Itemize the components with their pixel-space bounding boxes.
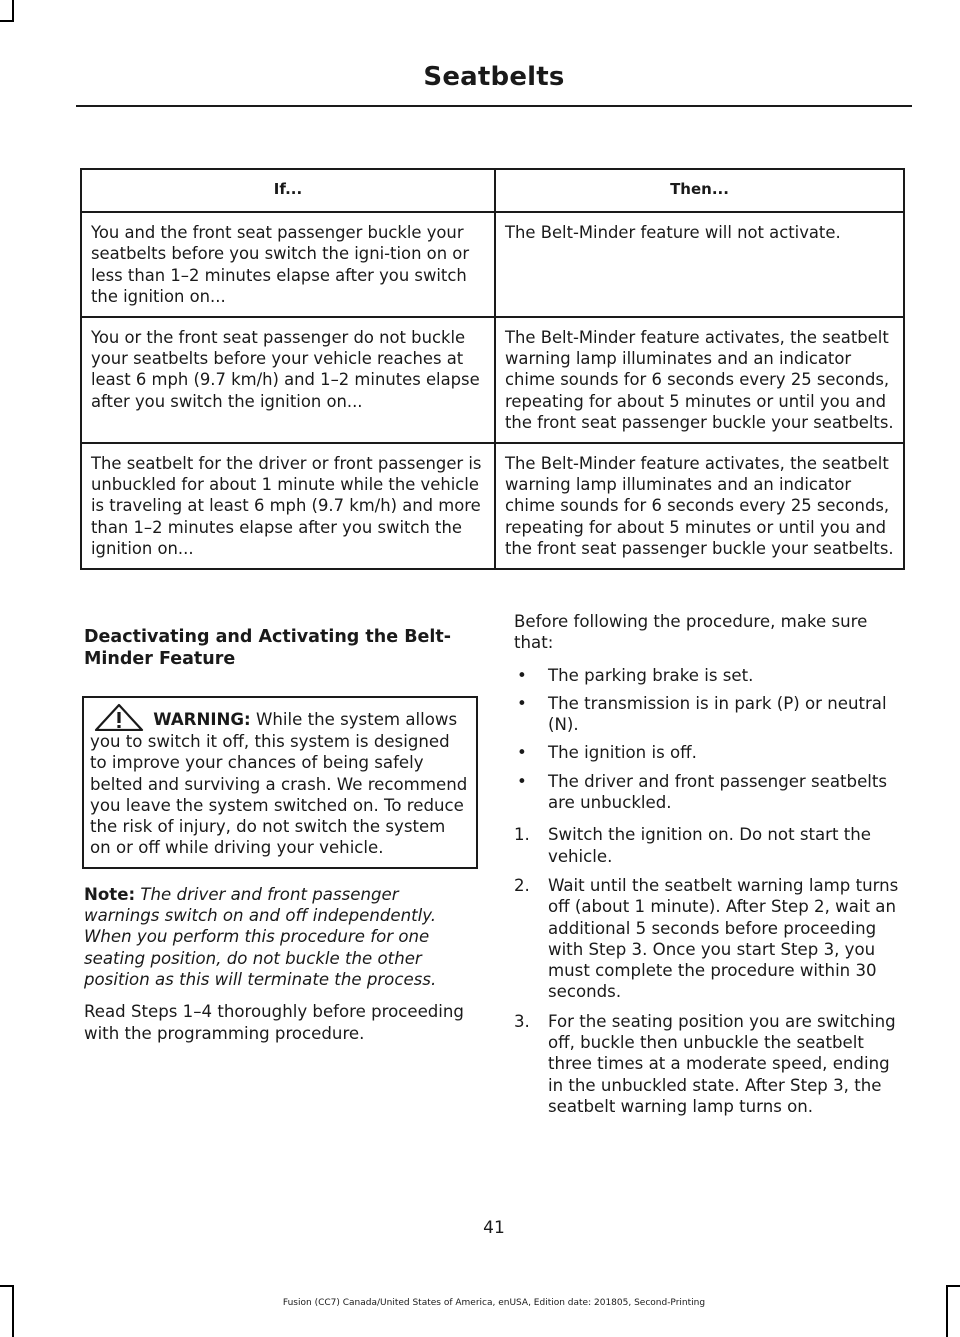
table-row xyxy=(81,317,904,443)
step-number: 3. xyxy=(514,1011,530,1031)
table-cell-then: The Belt-Minder feature will not activate. xyxy=(495,212,904,317)
warning-box xyxy=(82,696,478,869)
section-heading: Deactivating and Activating the Belt-Minder Feature xyxy=(84,627,452,669)
table-cell-then: The Belt-Minder feature activates, the seatbelt warning lamp illuminates and an indicator chime sounds for 6 seconds every 25 seconds, repeating for about 5 minutes or until you and the front seat passenger buckle your seatbelts. xyxy=(495,317,904,443)
page-number: 41 xyxy=(483,1218,505,1238)
step-item xyxy=(514,1011,910,1117)
belt-minder-table xyxy=(80,168,905,570)
step-number: 2. xyxy=(514,875,530,895)
list-item: • The ignition is off. xyxy=(514,742,910,763)
column-header-if: If... xyxy=(81,169,495,212)
procedure-intro: Before following the procedure, make sure that: xyxy=(514,612,868,653)
table-cell-if: The seatbelt for the driver or front passenger is unbuckled for about 1 minute while the vehicle is traveling at least 6 mph (9.7 km/h) and more than 1–2 minutes elapse after you switch the ignition on... xyxy=(81,443,495,569)
step-text: Wait until the seatbelt warning lamp turns off (about 1 minute). After Step 2, wait an additional 5 seconds before proceeding with Step 3. Once you start Step 3, you must complete the procedure within 30 seconds. xyxy=(548,875,899,1002)
edition-footer: Fusion (CC7) Canada/United States of America, enUSA, Edition date: 201805, Second-Printing xyxy=(282,1298,706,1308)
list-item: • The parking brake is set. xyxy=(514,665,910,686)
note xyxy=(84,884,474,990)
crop-mark xyxy=(0,1285,14,1287)
table-row xyxy=(81,443,904,569)
step-text: For the seating position you are switching off, buckle then unbuckle the seatbelt three times at a moderate speed, ending in the unbuckled state. After Step 3, the seatbelt warning lamp turns on. xyxy=(548,1011,896,1116)
warning-text: While the system allows you to switch it off, this system is designed to improve your chances of being safely belted and surviving a crash. We recommend you leave the system switched on. To reduce the risk of injury, do not switch the system on or off while driving your vehicle. xyxy=(90,710,468,858)
crop-mark xyxy=(12,1285,14,1337)
list-item: • The driver and front passenger seatbelts are unbuckled. xyxy=(514,771,910,814)
list-item: • The transmission is in park (P) or neutral (N). xyxy=(514,693,910,736)
table-cell-if: You or the front seat passenger do not buckle your seatbelts before your vehicle reaches at least 6 mph (9.7 km/h) and 1–2 minutes elapse after you switch the ignition on... xyxy=(81,317,495,443)
note-text: The driver and front passenger warnings switch on and off independently. When you perform this procedure for one seating position, do not buckle the other position as this will terminate the process. xyxy=(84,884,437,989)
crop-mark xyxy=(946,1285,960,1287)
step-text: Switch the ignition on. Do not start the vehicle. xyxy=(548,825,872,866)
column-header-then: Then... xyxy=(495,169,904,212)
step-number: 1. xyxy=(514,825,530,845)
step-item xyxy=(514,824,910,867)
crop-mark xyxy=(12,0,14,20)
table-row xyxy=(81,212,904,317)
right-column xyxy=(514,611,910,1125)
warning-triangle-icon xyxy=(90,703,148,731)
precondition-list xyxy=(514,665,910,814)
page-title: Seatbelts xyxy=(423,62,565,92)
left-column xyxy=(84,626,474,1055)
table-header-row xyxy=(81,169,904,212)
crop-mark xyxy=(0,20,14,22)
step-item xyxy=(514,875,910,1003)
warning-label: WARNING: xyxy=(153,710,251,729)
table-cell-then: The Belt-Minder feature activates, the seatbelt warning lamp illuminates and an indicator chime sounds for 6 seconds every 25 seconds, repeating for about 5 minutes or until you and the front seat passenger buckle your seatbelts. xyxy=(495,443,904,569)
header-divider xyxy=(76,105,912,107)
table-cell-if: You and the front seat passenger buckle your seatbelts before you switch the igni-tion on or less than 1–2 minutes elapse after you switch the ignition on... xyxy=(81,212,495,317)
read-steps-paragraph: Read Steps 1–4 thoroughly before proceeding with the programming procedure. xyxy=(84,1002,464,1043)
crop-mark xyxy=(946,1285,948,1337)
note-label: Note: xyxy=(84,884,136,904)
procedure-steps xyxy=(514,824,910,1117)
